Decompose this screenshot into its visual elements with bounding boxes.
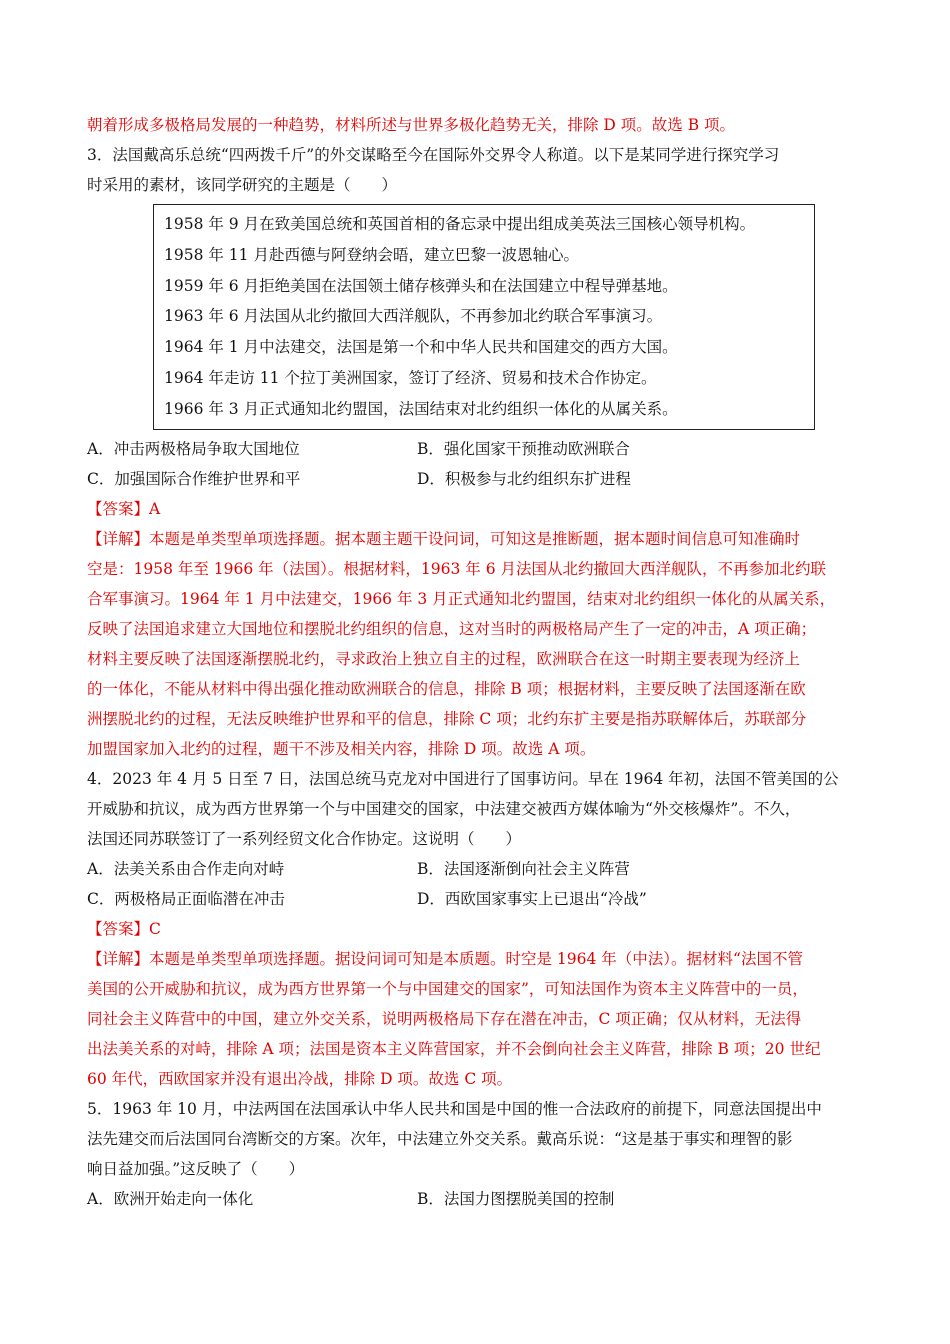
q3-detail-line: 材料主要反映了法国逐渐摆脱北约，寻求政治上独立自主的过程，欧洲联合在这一时期主要表现为经济上 <box>87 649 801 668</box>
material-item: 1959 年 6 月拒绝美国在法国领土储存核弹头和在法国建立中程导弹基地。 <box>164 276 678 295</box>
q3-options-row <box>87 464 867 494</box>
q5-stem-line: 法先建交而后法国同台湾断交的方案。次年，中法建立外交关系。戴高乐说：“这是基于事实和理智的影 <box>87 1129 793 1148</box>
q4-options-row <box>87 884 867 914</box>
document-page <box>87 110 867 1214</box>
q4-stem-line: 法国还同苏联签订了一系列经贸文化合作协定。这说明（ ） <box>87 829 522 848</box>
q3-stem-line: 3．法国戴高乐总统“四两拨千斤”的外交谋略至今在国际外交界令人称道。以下是某同学进行探究学习 <box>87 146 780 164</box>
q4-option-d: D．西欧国家事实上已退出“冷战” <box>417 889 647 908</box>
material-item: 1964 年走访 11 个拉丁美洲国家，签订了经济、贸易和技术合作协定。 <box>164 368 657 387</box>
q3-answer: 【答案】A <box>87 499 161 518</box>
q3-detail-line: 合军事演习。1964 年 1 月中法建交，1966 年 3 月正式通知北约盟国，结束对北约组织一体化的从属关系， <box>87 589 836 608</box>
material-item: 1958 年 11 月赴西德与阿登纳会晤，建立巴黎一波恩轴心。 <box>164 245 579 264</box>
material-item: 1964 年 1 月中法建交，法国是第一个和中华人民共和国建交的西方大国。 <box>164 338 678 357</box>
q3-detail-line: 洲摆脱北约的过程，无法反映维护世界和平的信息，排除 C 项；北约东扩主要是指苏联解体后，苏联部分 <box>87 709 807 728</box>
detail-tail: 朝着形成多极格局发展的一种趋势，材料所述与世界多极化趋势无关，排除 D 项。故选 B 项。 <box>87 116 736 134</box>
q5-options-row <box>87 1184 867 1214</box>
q3-option-c: C．加强国际合作维护世界和平 <box>87 469 301 488</box>
q4-detail-line: 出法美关系的对峙，排除 A 项；法国是资本主义阵营国家，并不会倒向社会主义阵营，排除 B 项；20 世纪 <box>87 1039 821 1058</box>
q4-detail-line: 【详解】本题是单类型单项选择题。据设问词可知是本质题。时空是 1964 年（中法）。据材料“法国不管 <box>87 949 803 968</box>
q3-option-d: D．积极参与北约组织东扩进程 <box>417 469 631 488</box>
q4-detail-line: 60 年代，西欧国家并没有退出冷战，排除 D 项。故选 C 项。 <box>87 1069 513 1088</box>
q3-detail-line: 的一体化，不能从材料中得出强化推动欧洲联合的信息，排除 B 项；根据材料，主要反映了法国逐渐在欧 <box>87 679 806 698</box>
q4-options-row <box>87 854 867 884</box>
q4-detail-line: 美国的公开威胁和抗议，成为西方世界第一个与中国建交的国家”，可知法国作为资本主义阵营中的一员， <box>87 979 808 998</box>
q4-option-b: B．法国逐渐倒向社会主义阵营 <box>417 859 630 878</box>
q5-option-a: A．欧洲开始走向一体化 <box>87 1189 254 1208</box>
question-4 <box>87 764 867 1094</box>
q3-detail-line: 加盟国家加入北约的过程，题干不涉及相关内容，排除 D 项。故选 A 项。 <box>87 739 596 758</box>
question-5 <box>87 1094 867 1214</box>
q3-options-row <box>87 434 867 464</box>
q5-option-b: B．法国力图摆脱美国的控制 <box>417 1189 615 1208</box>
q3-materials-box <box>153 204 815 430</box>
q4-stem-line: 开威胁和抗议，成为西方世界第一个与中国建交的国家，中法建交被西方媒体喻为“外交核爆炸”。不久， <box>87 799 801 818</box>
q3-stem-line: 时采用的素材，该同学研究的主题是（ ） <box>87 176 398 194</box>
q3-detail-line: 【详解】本题是单类型单项选择题。据本题主题干设问词，可知这是推断题，据本题时间信息可知准确时 <box>87 529 801 548</box>
q5-stem-line: 5．1963 年 10 月，中法两国在法国承认中华人民共和国是中国的惟一合法政府的前提下，同意法国提出中 <box>87 1099 822 1118</box>
q3-option-b: B．强化国家干预推动欧洲联合 <box>417 439 630 458</box>
material-item: 1963 年 6 月法国从北约撤回大西洋舰队，不再参加北约联合军事演习。 <box>164 307 663 326</box>
q4-stem-line: 4．2023 年 4 月 5 日至 7 日，法国总统马克龙对中国进行了国事访问。早在 1964 年初，法国不管美国的公 <box>87 769 839 788</box>
question-3 <box>87 140 867 764</box>
material-item: 1958 年 9 月在致美国总统和英国首相的备忘录中提出组成美英法三国核心领导机构。 <box>164 215 756 233</box>
q4-option-a: A．法美关系由合作走向对峙 <box>87 859 285 878</box>
material-item: 1966 年 3 月正式通知北约盟国，法国结束对北约组织一体化的从属关系。 <box>164 399 678 418</box>
q3-detail-line: 空是：1958 年至 1966 年（法国）。根据材料，1963 年 6 月法国从北约撤回大西洋舰队，不再参加北约联 <box>87 559 827 578</box>
q4-option-c: C．两极格局正面临潜在冲击 <box>87 889 285 908</box>
q4-detail-line: 同社会主义阵营中的中国，建立外交关系，说明两极格局下存在潜在冲击，C 项正确；仅从材料，无法得 <box>87 1009 802 1028</box>
q4-answer: 【答案】C <box>87 919 161 938</box>
q5-stem-line: 响日益加强。”这反映了（ ） <box>87 1159 305 1178</box>
q3-option-a: A．冲击两极格局争取大国地位 <box>87 439 300 458</box>
q3-detail-line: 反映了法国追求建立大国地位和摆脱北约组织的信息，这对当时的两极格局产生了一定的冲击，A 项正确； <box>87 619 817 638</box>
